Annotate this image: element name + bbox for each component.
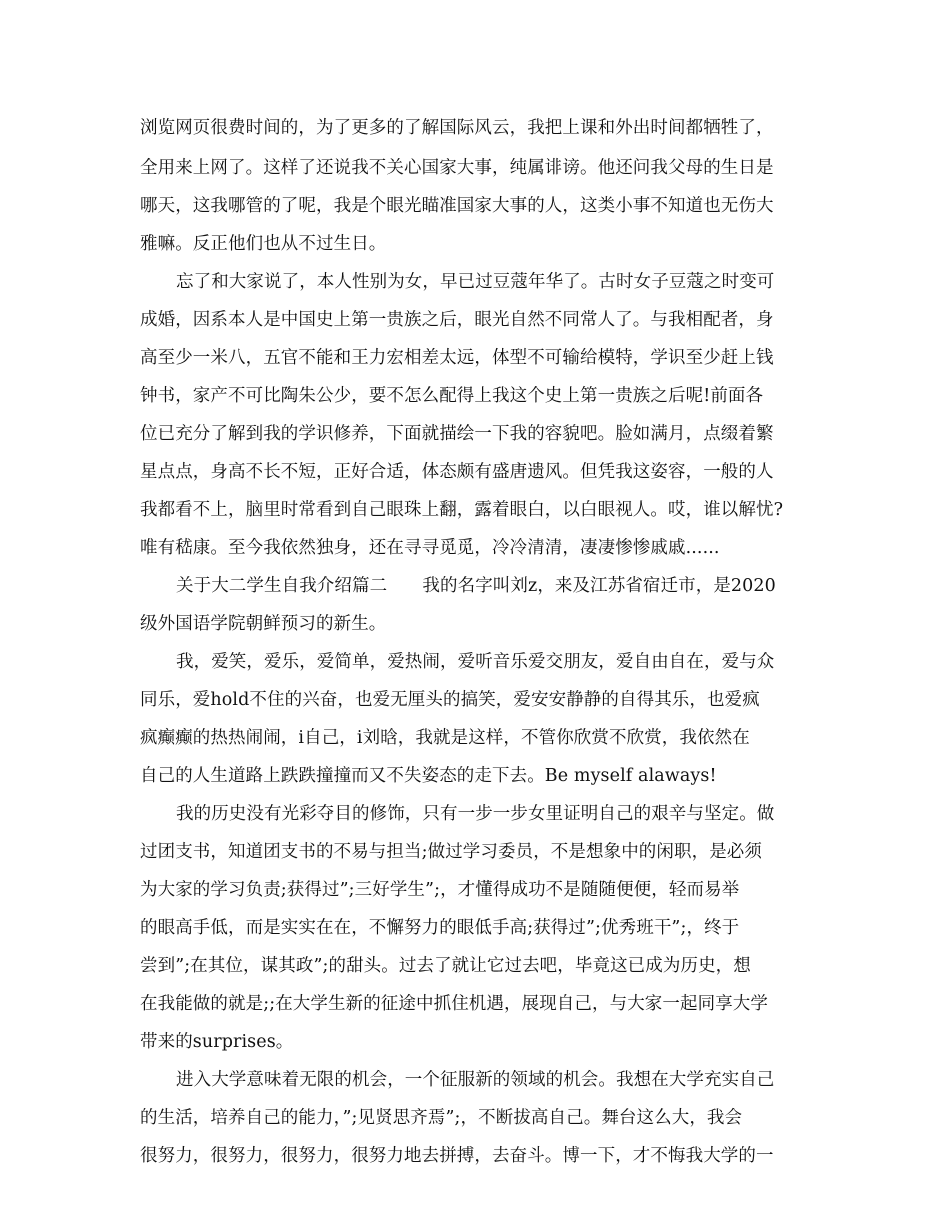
text-line: 的生活，培养自己的能力，”;见贤思齐焉”;，不断拔高自己。舞台这么大，我会 bbox=[140, 1108, 743, 1128]
text-line: 疯癫癫的热热闹闹，i自己，i刘晗，我就是这样，不管你欣赏不欣赏，我依然在 bbox=[140, 728, 750, 748]
paragraph-start-line: 我，爱笑，爱乐，爱简单，爱热闹，爱听音乐爱交朋友，爱自由自在，爱与众 bbox=[176, 652, 775, 672]
section-heading-line: 关于大二学生自我介绍篇二 我的名字叫刘z，来及江苏省宿迁市，是2020 bbox=[176, 576, 776, 596]
text-line: 钟书，家产不可比陶朱公少，要不怎么配得上我这个史上第一贵族之后呢!前面各 bbox=[140, 386, 764, 406]
text-line: 哪天，这我哪管的了呢，我是个眼光瞄准国家大事的人，这类小事不知道也无伤大 bbox=[140, 196, 774, 216]
text-line: 位已充分了解到我的学识修养，下面就描绘一下我的容貌吧。脸如满月，点缀着繁 bbox=[140, 424, 774, 444]
text-line: 成婚，因系本人是中国史上第一贵族之后，眼光自然不同常人了。与我相配者，身 bbox=[140, 310, 774, 330]
paragraph-start-line: 忘了和大家说了，本人性别为女，早已过豆蔻年华了。古时女子豆蔻之时变可 bbox=[176, 272, 775, 292]
text-line: 带来的surprises。 bbox=[140, 1032, 294, 1052]
text-line: 高至少一米八，五官不能和王力宏相差太远，体型不可输给模特，学识至少赶上钱 bbox=[140, 348, 774, 368]
text-line: 级外国语学院朝鲜预习的新生。 bbox=[140, 614, 387, 634]
text-line: 雅嘛。反正他们也从不过生日。 bbox=[140, 234, 387, 254]
text-line: 很努力，很努力，很努力，很努力地去拼搏，去奋斗。博一下，才不悔我大学的一 bbox=[140, 1146, 774, 1166]
text-line: 唯有嵇康。至今我依然独身，还在寻寻觅觅，冷冷清清，凄凄惨惨戚戚...... bbox=[140, 538, 720, 558]
paragraph-start-line: 进入大学意味着无限的机会，一个征服新的领域的机会。我想在大学充实自己 bbox=[176, 1070, 775, 1090]
text-line: 在我能做的就是;;在大学生新的征途中抓住机遇，展现自己，与大家一起同享大学 bbox=[140, 994, 768, 1014]
text-line: 为大家的学习负责;获得过”;三好学生”;，才懂得成功不是随随便便，轻而易举 bbox=[140, 880, 740, 900]
text-line: 自己的人生道路上跌跌撞撞而又不失姿态的走下去。Be myself alaways! bbox=[140, 766, 717, 786]
text-line: 我都看不上，脑里时常看到自己眼珠上翻，露着眼白，以白眼视人。哎，谁以解忧? bbox=[140, 500, 784, 520]
text-line: 浏览网页很费时间的，为了更多的了解国际风云，我把上课和外出时间都牺牲了， bbox=[140, 118, 774, 138]
text-line: 尝到”;在其位，谋其政”;的甜头。过去了就让它过去吧，毕竟这已成为历史，想 bbox=[140, 956, 751, 976]
text-line: 全用来上网了。这样了还说我不关心国家大事，纯属诽谤。他还问我父母的生日是 bbox=[140, 158, 774, 178]
text-line: 的眼高手低，而是实实在在，不懈努力的眼低手高;获得过”;优秀班干”;，终于 bbox=[140, 918, 740, 938]
paragraph-start-line: 我的历史没有光彩夺目的修饰，只有一步一步女里证明自己的艰辛与坚定。做 bbox=[176, 804, 775, 824]
text-line: 过团支书，知道团支书的不易与担当;做过学习委员，不是想象中的闲职，是必须 bbox=[140, 842, 762, 862]
text-line: 同乐，爱hold不住的兴奋，也爱无厘头的搞笑，爱安安静静的自得其乐，也爱疯 bbox=[140, 690, 760, 710]
text-line: 星点点，身高不长不短，正好合适，体态颇有盛唐遗风。但凭我这姿容，一般的人 bbox=[140, 462, 774, 482]
